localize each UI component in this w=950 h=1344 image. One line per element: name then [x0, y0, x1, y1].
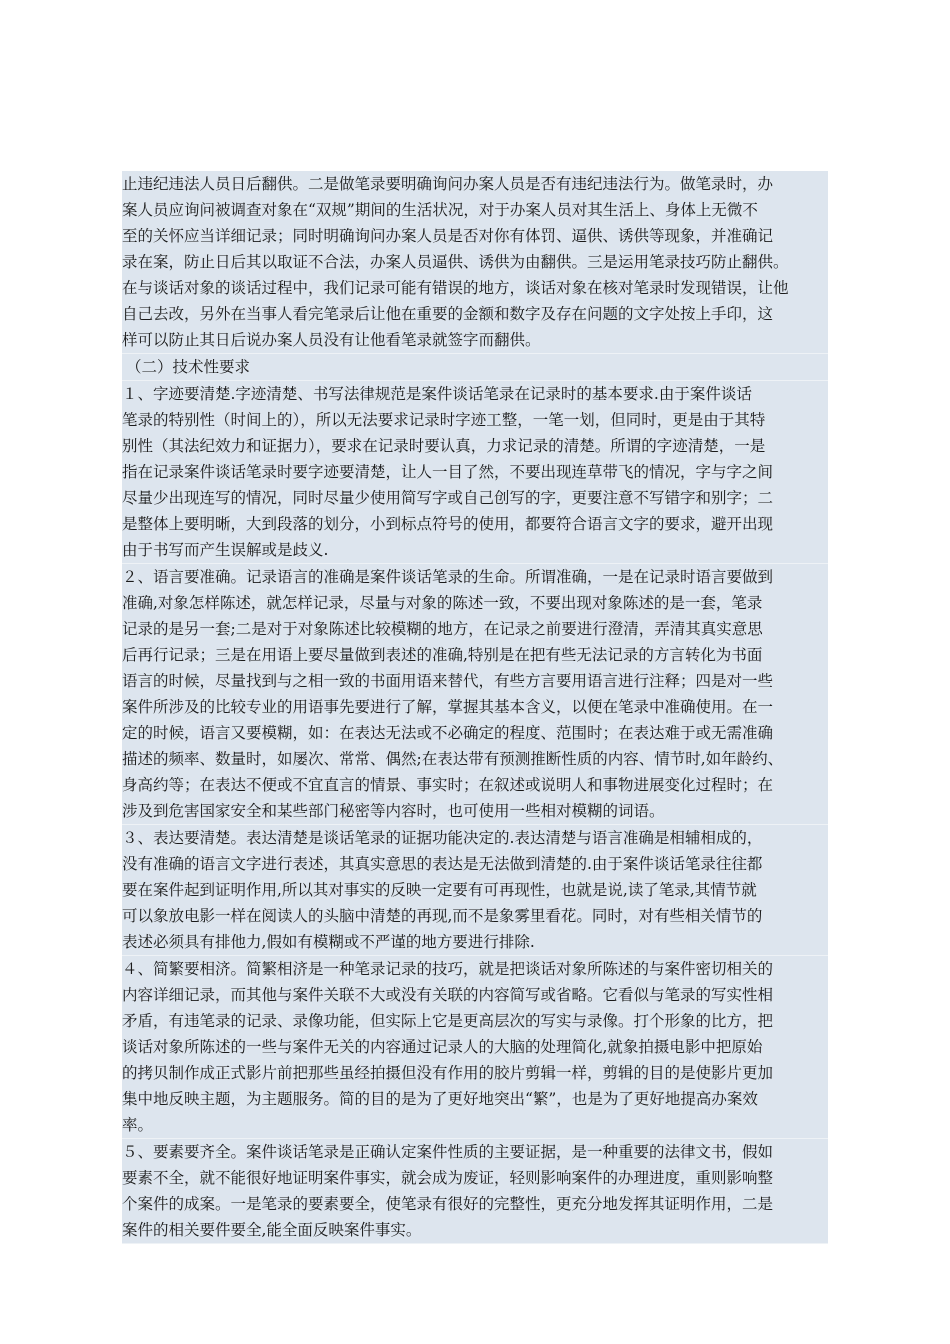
text-line: （二）技术性要求 — [126, 358, 251, 376]
text-line: 是整体上要明晰，大到段落的划分，小到标点符号的使用，都要符合语言文字的要求，避开出现 — [122, 515, 774, 533]
text-line: 案件的相关要件要全,能全面反映案件事实。 — [122, 1221, 422, 1239]
text-line: 可以象放电影一样在阅读人的头脑中清楚的再现,而不是象雾里看花。同时，对有些相关情节的 — [122, 907, 763, 925]
text-line: ５、要素要齐全。案件谈话笔录是正确认定案件性质的主要证据，是一种重要的法律文书，假如 — [122, 1143, 774, 1161]
text-line: 率。 — [122, 1116, 154, 1134]
text-line: 在与谈话对象的谈话过程中，我们记录可能有错误的地方，谈话对象在核对笔录时发现错误，让他 — [122, 279, 789, 297]
text-line: 尽量少出现连写的情况，同时尽量少使用简写字或自己创写的字，更要注意不写错字和别字；二 — [122, 489, 774, 507]
text-line: 指在记录案件谈话笔录时要字迹要清楚，让人一目了然，不要出现连草带飞的情况，字与字之间 — [122, 463, 774, 481]
text-line: 矛盾，有违笔录的记录、录像功能，但实际上它是更高层次的写实与录像。打个形象的比方，把 — [122, 1012, 774, 1030]
document-body — [122, 171, 828, 1244]
paragraph-anti-retraction — [122, 171, 828, 354]
text-line: 集中地反映主题，为主题服务。简的目的是为了更好地突出“繁”，也是为了更好地提高办案效 — [122, 1090, 758, 1108]
text-line: １、字迹要清楚.字迹清楚、书写法律规范是案件谈话笔录在记录时的基本要求.由于案件谈话 — [122, 385, 752, 403]
text-line: 语言的时候，尽量找到与之相一致的书面用语来替代，有些方言要用语言进行注释；四是对一些 — [122, 672, 774, 690]
text-line: 身高约等；在表达不便或不宜直言的情景、事实时；在叙述或说明人和事物进展变化过程时；在 — [122, 776, 774, 794]
text-line: 笔录的特别性（时间上的），所以无法要求记录时字迹工整，一笔一划，但同时，更是由于其特 — [122, 411, 766, 429]
paragraph-brevity-detail-balance — [122, 956, 828, 1139]
text-line: 个案件的成案。一是笔录的要素要全，使笔录有很好的完整性，更充分地发挥其证明作用，二是 — [122, 1195, 774, 1213]
text-line: 表述必须具有排他力,假如有模糊或不严谨的地方要进行排除. — [122, 933, 535, 951]
paragraph-elements-complete — [122, 1139, 828, 1244]
text-line: 止违纪违法人员日后翻供。二是做笔录要明确询问办案人员是否有违纪违法行为。做笔录时，办 — [122, 175, 774, 193]
text-line: 没有准确的语言文字进行表述，其真实意思的表达是无法做到清楚的.由于案件谈话笔录往往都 — [122, 855, 763, 873]
text-line: 准确,对象怎样陈述，就怎样记录，尽量与对象的陈述一致，不要出现对象陈述的是一套，笔录 — [122, 594, 763, 612]
text-line: ２、语言要准确。记录语言的准确是案件谈话笔录的生命。所谓准确，一是在记录时语言要做到 — [122, 568, 774, 586]
section-heading-technical-requirements — [122, 354, 828, 381]
text-line: 别性（其法纪效力和证据力），要求在记录时要认真，力求记录的清楚。所谓的字迹清楚，一是 — [122, 437, 766, 455]
text-line: 涉及到危害国家安全和某些部门秘密等内容时，也可使用一些相对模糊的词语。 — [122, 802, 665, 820]
text-line: ３、表达要清楚。表达清楚是谈话笔录的证据功能决定的.表达清楚与语言准确是相辅相成的， — [122, 829, 763, 847]
text-line: 谈话对象所陈述的一些与案件无关的内容通过记录人的大脑的处理简化,就象拍摄电影中把原始 — [122, 1038, 763, 1056]
text-line: 自己去改，另外在当事人看完笔录后让他在重要的金额和数字及存在问题的文字处按上手印，这 — [122, 305, 774, 323]
paragraph-language-accurate — [122, 564, 828, 825]
text-line: 样可以防止其日后说办案人员没有让他看笔录就签字而翻供。 — [122, 331, 541, 349]
text-line: 内容详细记录，而其他与案件关联不大或没有关联的内容简写或省略。它看似与笔录的写实性相 — [122, 986, 774, 1004]
text-line: 要在案件起到证明作用,所以其对事实的反映一定要有可再现性，也就是说,读了笔录,其情节就 — [122, 881, 757, 899]
text-line: ４、简繁要相济。简繁相济是一种笔录记录的技巧，就是把谈话对象所陈述的与案件密切相关的 — [122, 960, 774, 978]
text-line: 案件所涉及的比较专业的用语事先要进行了解，掌握其基本含义，以便在笔录中准确使用。在一 — [122, 698, 774, 716]
text-line: 至的关怀应当详细记录；同时明确询问办案人员是否对你有体罚、逼供、诱供等现象，并准确记 — [122, 227, 774, 245]
text-line: 录在案，防止日后其以取证不合法，办案人员逼供、诱供为由翻供。三是运用笔录技巧防止翻供。 — [122, 253, 789, 271]
text-line: 由于书写而产生误解或是歧义. — [122, 541, 329, 559]
text-line: 记录的是另一套;二是对于对象陈述比较模糊的地方，在记录之前要进行澄清，弄清其真实意思 — [122, 620, 763, 638]
text-line: 要素不全，就不能很好地证明案件事实，就会成为废证，轻则影响案件的办理进度，重则影响整 — [122, 1169, 774, 1187]
text-line: 描述的频率、数量时，如屡次、常常、偶然;在表达带有预测推断性质的内容、情节时,如年龄约、 — [122, 750, 784, 768]
paragraph-expression-clear — [122, 825, 828, 956]
text-line: 的拷贝制作成正式影片前把那些虽经拍摄但没有作用的胶片剪辑一样，剪辑的目的是使影片更加 — [122, 1064, 774, 1082]
text-line: 定的时候，语言又要模糊，如：在表达无法或不必确定的程度、范围时；在表达难于或无需准确 — [122, 724, 774, 742]
text-line: 后再行记录；三是在用语上要尽量做到表述的准确,特别是在把有些无法记录的方言转化为书面 — [122, 646, 763, 664]
text-line: 案人员应询问被调查对象在“双规”期间的生活状况，对于办案人员对其生活上、身体上无微不 — [122, 201, 758, 219]
paragraph-handwriting-clear — [122, 381, 828, 564]
